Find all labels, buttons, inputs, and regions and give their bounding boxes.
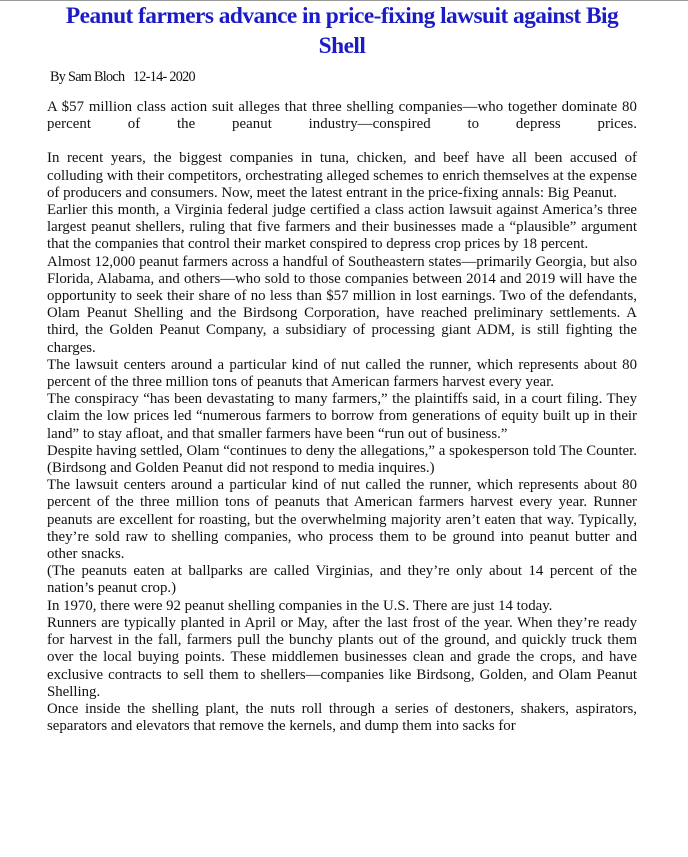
paragraph: Earlier this month, a Virginia federal judge certified a class action lawsuit against America’s three largest peanut shellers, ruling that five farmers and their businesses made a “plausible” argument that the companies that control their market conspired to depress crop prices by 18 percent. (47, 202, 637, 253)
dek: A $57 million class action suit alleges that three shelling companies—who together dominate 80 percent of the peanut industry—conspired to depress prices. (47, 99, 637, 133)
paragraph: Once inside the shelling plant, the nuts roll through a series of destoners, shakers, aspirators, separators and elevators that remove the kernels, and dump them into sacks for (47, 700, 637, 735)
paragraph: (The peanuts eaten at ballparks are called Virginias, and they’re only about 14 percent of the nation’s peanut crop.) (47, 563, 637, 597)
article (47, 0, 637, 735)
paragraph: The lawsuit centers around a particular kind of nut called the runner, which represents about 80 percent of the three million tons of peanuts that American farmers harvest every year. (47, 356, 637, 391)
paragraph: Runners are typically planted in April or May, after the last frost of the year. When they’re ready for harvest in the fall, farmers pull the bunchy plants out of the ground, and quickly truck them over the local buying points. These middlemen businesses clean and grade the crops, and have exclusive contracts to sell them to shellers—companies like Birdsong, Golden, and Olam Peanut Shelling. (47, 614, 637, 700)
paragraph: In recent years, the biggest companies in tuna, chicken, and beef have all been accused of colluding with their competitors, orchestrating alleged schemes to enrich themselves at the expense of producers and consumers. Now, meet the latest entrant in the price-fixing annals: Big Peanut. (47, 150, 637, 201)
paragraph: Despite having settled, Olam “continues to deny the allegations,” a spokesperson told The Counter. (Birdsong and Golden Peanut did not respond to media inquires.) (47, 442, 637, 477)
headline: Peanut farmers advance in price-fixing lawsuit against Big Shell (65, 3, 619, 59)
article-body (47, 150, 637, 735)
paragraph: Almost 12,000 peanut farmers across a handful of Southeastern states—primarily Georgia, but also Florida, Alabama, and others—who sold to those companies between 2014 and 2019 will have the opportunity to seek their share of no less than $57 million in lost earnings. Two of the defendants, Olam Peanut Shelling and the Birdsong Corporation, have reached preliminary settlements. A third, the Golden Peanut Company, a subsidiary of processing giant ADM, is still fighting the charges. (47, 253, 637, 356)
byline: By Sam Bloch 12-14- 2020 (50, 69, 195, 85)
paragraph: In 1970, there were 92 peanut shelling companies in the U.S. There are just 14 today. (47, 597, 553, 614)
paragraph: The lawsuit centers around a particular kind of nut called the runner, which represents about 80 percent of the three million tons of peanuts that American farmers harvest every year. Runner peanuts are excellent for roasting, but the overwhelming majority aren’t eaten that way. Typically, they’re sold raw to shelling companies, who process them to be ground into peanut butter and other snacks. (47, 477, 637, 563)
paragraph: The conspiracy “has been devastating to many farmers,” the plaintiffs said, in a court filing. They claim the low prices led “numerous farmers to borrow from generations of equity built up in their land” to stay afloat, and that smaller farmers have been “run out of business.” (47, 391, 637, 442)
